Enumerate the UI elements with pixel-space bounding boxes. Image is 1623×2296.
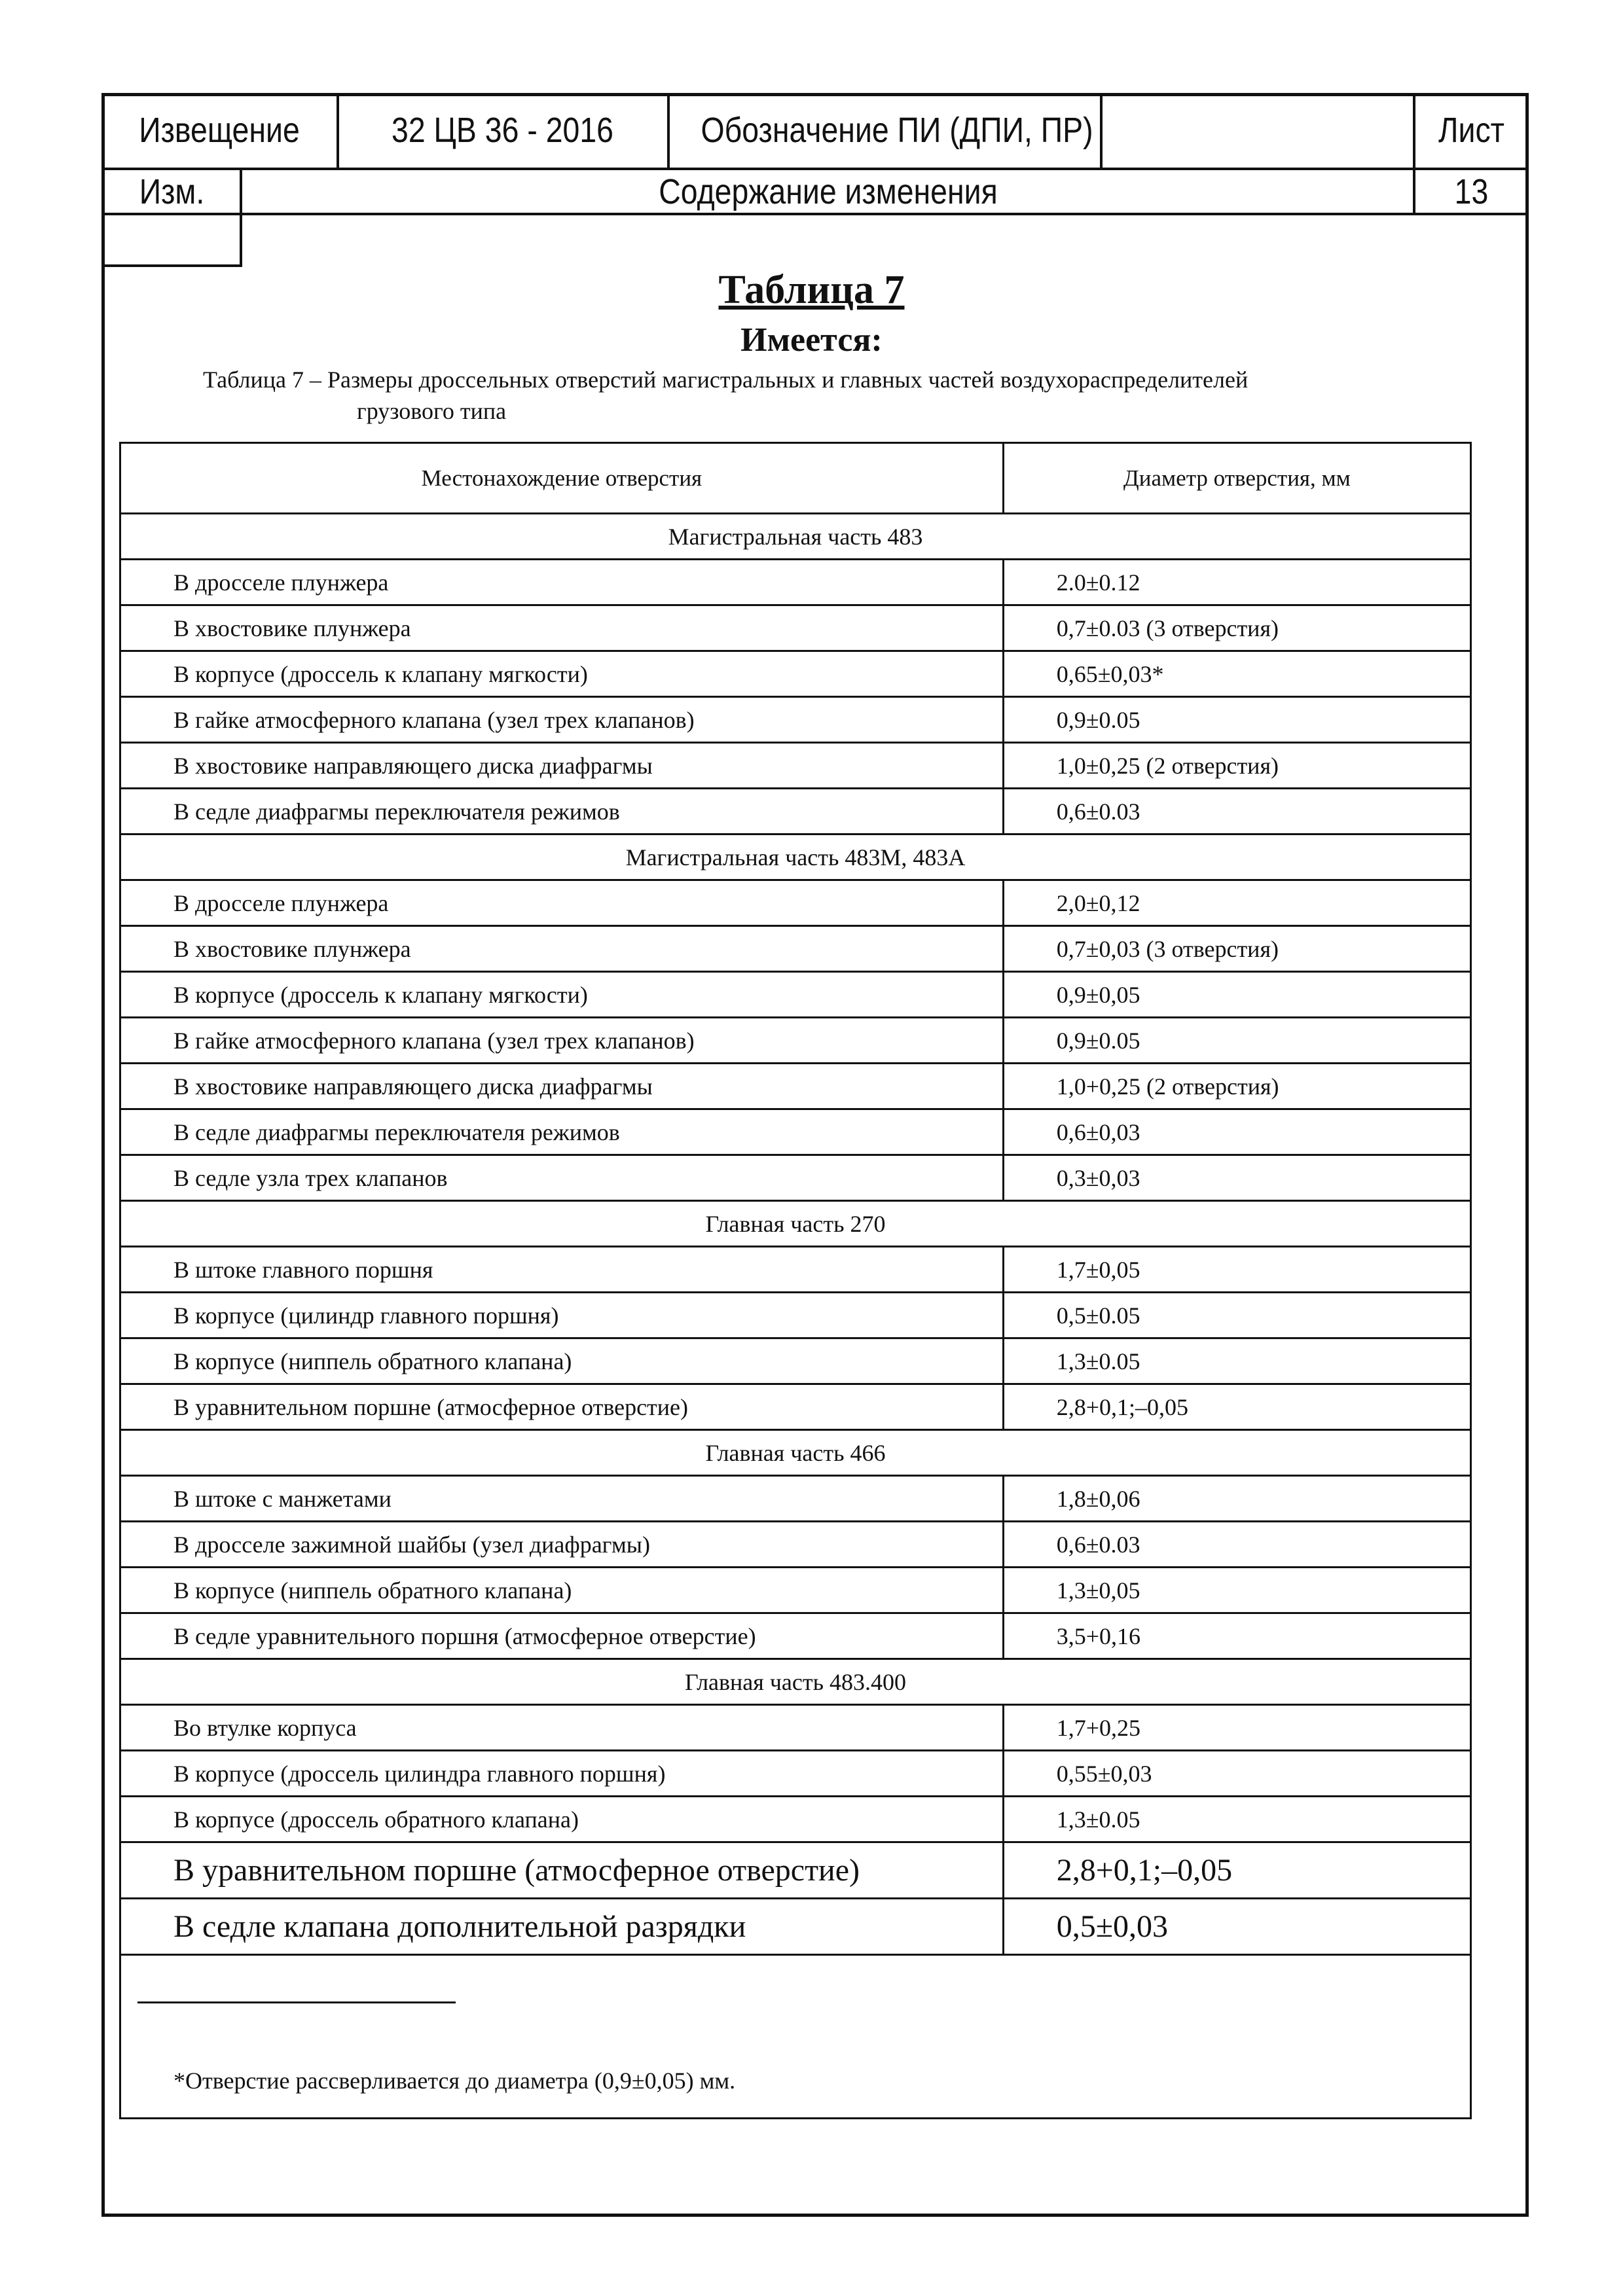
hole-diameter: 1,7+0,25 bbox=[1003, 1705, 1470, 1751]
footnote-cell bbox=[120, 1955, 1471, 2119]
table-row bbox=[120, 743, 1471, 789]
table-row bbox=[120, 1568, 1471, 1613]
hole-location: В корпусе (дроссель цилиндра главного поршня) bbox=[120, 1751, 1004, 1797]
hole-diameter: 1,0±0,25 (2 отверстия) bbox=[1003, 743, 1470, 789]
table-row bbox=[120, 1293, 1471, 1338]
table-row bbox=[120, 1522, 1471, 1568]
hole-location: В хвостовике направляющего диска диафрагмы bbox=[120, 1064, 1004, 1109]
table-row bbox=[120, 1247, 1471, 1293]
sheet-label: Лист bbox=[1438, 111, 1504, 150]
status-label: Имеется: bbox=[740, 321, 883, 359]
hole-diameter: 2,0±0,12 bbox=[1003, 880, 1470, 926]
hole-diameter: 0,9±0.05 bbox=[1003, 1018, 1470, 1064]
col-header-diameter: Диаметр отверстия, мм bbox=[1003, 443, 1470, 514]
table-row bbox=[120, 1899, 1471, 1955]
hole-diameter: 1,8±0,06 bbox=[1003, 1476, 1470, 1522]
section-row bbox=[120, 834, 1471, 880]
hole-diameter: 2,8+0,1;–0,05 bbox=[1003, 1384, 1470, 1430]
hole-location: В хвостовике плунжера bbox=[120, 605, 1004, 651]
hole-location: В гайке атмосферного клапана (узел трех клапанов) bbox=[120, 697, 1004, 743]
hole-location: В корпусе (ниппель обратного клапана) bbox=[120, 1338, 1004, 1384]
hole-diameter: 0,3±0,03 bbox=[1003, 1155, 1470, 1201]
hole-diameter: 0,9±0.05 bbox=[1003, 697, 1470, 743]
section-title: Главная часть 466 bbox=[120, 1430, 1471, 1476]
section-row bbox=[120, 514, 1471, 560]
section-title: Главная часть 483.400 bbox=[120, 1659, 1471, 1705]
table-row bbox=[120, 1155, 1471, 1201]
header-col-divider bbox=[1100, 93, 1103, 169]
header-col-divider bbox=[240, 168, 242, 266]
hole-diameter: 1,3±0,05 bbox=[1003, 1568, 1470, 1613]
table-row bbox=[120, 1705, 1471, 1751]
table-row bbox=[120, 1064, 1471, 1109]
hole-location: В уравнительном поршне (атмосферное отверстие) bbox=[120, 1842, 1004, 1899]
hole-diameter: 0,6±0,03 bbox=[1003, 1109, 1470, 1155]
hole-location: В седле диафрагмы переключателя режимов bbox=[120, 1109, 1004, 1155]
header-col-divider bbox=[337, 93, 339, 169]
hole-location: В седле уравнительного поршня (атмосферное отверстие) bbox=[120, 1613, 1004, 1659]
hole-location: В дросселе плунжера bbox=[120, 560, 1004, 605]
footnote-text: *Отверстие рассверливается до диаметра (0,9±0,05) мм. bbox=[173, 2068, 736, 2094]
hole-diameter: 1,3±0.05 bbox=[1003, 1338, 1470, 1384]
table-row bbox=[120, 1797, 1471, 1842]
hole-diameter: 0,65±0,03* bbox=[1003, 651, 1470, 697]
header-col-divider bbox=[667, 93, 670, 169]
header-col-divider bbox=[1413, 93, 1415, 214]
notice-label: Извещение bbox=[139, 111, 300, 150]
hole-location: В корпусе (дроссель к клапану мягкости) bbox=[120, 651, 1004, 697]
table-heading: Таблица 7 bbox=[718, 268, 905, 312]
sheet-number: 13 bbox=[1454, 172, 1489, 211]
table-row bbox=[120, 1018, 1471, 1064]
table-row bbox=[120, 1384, 1471, 1430]
hole-location: В седле клапана дополнительной разрядки bbox=[120, 1899, 1004, 1955]
hole-location: В корпусе (ниппель обратного клапана) bbox=[120, 1568, 1004, 1613]
table-row bbox=[120, 1842, 1471, 1899]
section-title: Главная часть 270 bbox=[120, 1201, 1471, 1247]
hole-diameter: 0,7±0.03 (3 отверстия) bbox=[1003, 605, 1470, 651]
table-caption: Таблица 7 – Размеры дроссельных отверстий магистральных и главных частей воздухораспределителей bbox=[203, 367, 1249, 393]
table-row bbox=[120, 1338, 1471, 1384]
section-row bbox=[120, 1659, 1471, 1705]
hole-location: В корпусе (дроссель к клапану мягкости) bbox=[120, 972, 1004, 1018]
table-row bbox=[120, 560, 1471, 605]
hole-diameter: 3,5+0,16 bbox=[1003, 1613, 1470, 1659]
hole-diameter: 0,6±0.03 bbox=[1003, 789, 1470, 834]
table-row bbox=[120, 697, 1471, 743]
hole-location: В хвостовике направляющего диска диафрагмы bbox=[120, 743, 1004, 789]
table-row bbox=[120, 1476, 1471, 1522]
header-bottom-line bbox=[101, 213, 1529, 215]
col-header-location: Местонахождение отверстия bbox=[120, 443, 1004, 514]
hole-location: В уравнительном поршне (атмосферное отверстие) bbox=[120, 1384, 1004, 1430]
hole-location: В седле диафрагмы переключателя режимов bbox=[120, 789, 1004, 834]
hole-location: В хвостовике плунжера bbox=[120, 926, 1004, 972]
table-row bbox=[120, 1613, 1471, 1659]
table-row bbox=[120, 605, 1471, 651]
table-row bbox=[120, 1109, 1471, 1155]
dimensions-table-body bbox=[120, 443, 1471, 2119]
hole-location: В дросселе зажимной шайбы (узел диафрагмы) bbox=[120, 1522, 1004, 1568]
hole-location: В гайке атмосферного клапана (узел трех клапанов) bbox=[120, 1018, 1004, 1064]
hole-diameter: 2.0±0.12 bbox=[1003, 560, 1470, 605]
hole-diameter: 1,3±0.05 bbox=[1003, 1797, 1470, 1842]
change-label: Изм. bbox=[139, 172, 205, 211]
designation-label: Обозначение ПИ (ДПИ, ПР) bbox=[701, 111, 1093, 150]
hole-diameter: 0,6±0.03 bbox=[1003, 1522, 1470, 1568]
hole-location: В дросселе плунжера bbox=[120, 880, 1004, 926]
hole-diameter: 2,8+0,1;–0,05 bbox=[1003, 1842, 1470, 1899]
hole-diameter: 1,7±0,05 bbox=[1003, 1247, 1470, 1293]
content-label: Содержание изменения bbox=[659, 172, 998, 211]
table-row bbox=[120, 1751, 1471, 1797]
header-divider bbox=[101, 168, 1529, 170]
hole-location: Во втулке корпуса bbox=[120, 1705, 1004, 1751]
hole-diameter: 0,55±0,03 bbox=[1003, 1751, 1470, 1797]
section-title: Магистральная часть 483М, 483А bbox=[120, 834, 1471, 880]
table-row bbox=[120, 972, 1471, 1018]
table-row bbox=[120, 880, 1471, 926]
hole-diameter: 0,9±0,05 bbox=[1003, 972, 1470, 1018]
table-header-row bbox=[120, 443, 1471, 514]
hole-location: В седле узла трех клапанов bbox=[120, 1155, 1004, 1201]
dimensions-table bbox=[119, 442, 1472, 2119]
footnote-row bbox=[120, 1955, 1471, 2119]
hole-diameter: 0,5±0.05 bbox=[1003, 1293, 1470, 1338]
section-row bbox=[120, 1201, 1471, 1247]
table-row bbox=[120, 926, 1471, 972]
hole-location: В корпусе (цилиндр главного поршня) bbox=[120, 1293, 1004, 1338]
hole-location: В штоке главного поршня bbox=[120, 1247, 1004, 1293]
hole-location: В штоке с манжетами bbox=[120, 1476, 1004, 1522]
section-title: Магистральная часть 483 bbox=[120, 514, 1471, 560]
hole-location: В корпусе (дроссель обратного клапана) bbox=[120, 1797, 1004, 1842]
hole-diameter: 1,0+0,25 (2 отверстия) bbox=[1003, 1064, 1470, 1109]
section-row bbox=[120, 1430, 1471, 1476]
hole-diameter: 0,7±0,03 (3 отверстия) bbox=[1003, 926, 1470, 972]
table-caption-cont: грузового типа bbox=[357, 398, 507, 424]
notice-number: 32 ЦВ 36 - 2016 bbox=[391, 111, 614, 150]
hole-diameter: 0,5±0,03 bbox=[1003, 1899, 1470, 1955]
table-row bbox=[120, 789, 1471, 834]
table-row bbox=[120, 651, 1471, 697]
footnote-separator bbox=[137, 2001, 456, 2003]
